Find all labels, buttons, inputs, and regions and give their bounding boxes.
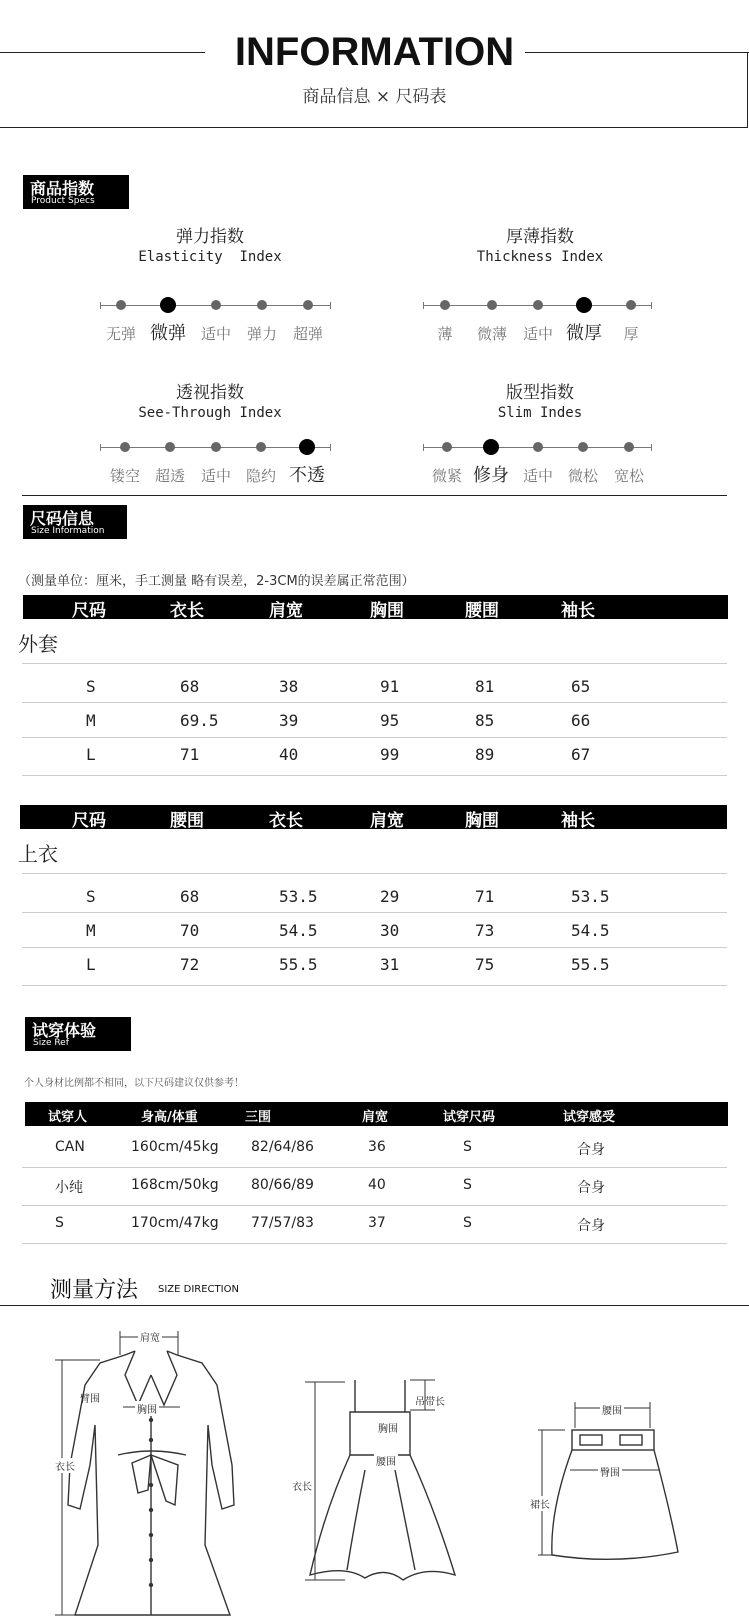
size-cell: 68 <box>180 887 200 906</box>
try-cell: S <box>463 1177 472 1193</box>
size-cell: 99 <box>380 745 400 764</box>
size-cell: 71 <box>180 745 200 764</box>
selected-dot <box>299 439 315 455</box>
level-label: 镂空 <box>109 467 140 485</box>
dress-waist-label: 腰围 <box>374 1453 398 1468</box>
try-cell: S <box>463 1215 472 1231</box>
index-title-cn: 版型指数 <box>506 383 574 403</box>
try-cell: 36 <box>368 1139 386 1155</box>
scale-tick <box>651 444 652 451</box>
measure-note: （测量单位：厘米，手工测量 略有误差，2-3CM的误差属正常范围） <box>18 574 415 589</box>
scale-tick <box>423 444 424 451</box>
selected-dot <box>160 297 176 313</box>
row-divider <box>22 947 727 948</box>
scale-dot <box>165 442 175 452</box>
size-cell: 75 <box>475 955 495 974</box>
header-cell: 试穿感受 <box>563 1110 616 1125</box>
header-cell: 袖长 <box>561 601 595 621</box>
header-cell: 肩宽 <box>362 1110 389 1125</box>
size-cell: 95 <box>380 711 400 730</box>
level-label: 适中 <box>200 325 231 343</box>
row-divider <box>22 985 727 986</box>
size-info-tag <box>23 505 127 539</box>
dress-chest-label: 胸围 <box>376 1420 400 1435</box>
try-cell: CAN <box>55 1139 85 1155</box>
row-divider <box>22 737 727 738</box>
try-cell: 40 <box>368 1177 386 1193</box>
size-cell: 54.5 <box>571 921 610 940</box>
size-ref-tag <box>25 1017 131 1051</box>
header-cell: 胸围 <box>370 601 404 621</box>
skirt-waist-label: 腰围 <box>600 1402 624 1417</box>
size-cell: 65 <box>571 677 591 696</box>
tag-cn: 尺码信息 <box>30 509 95 528</box>
try-cell: 合身 <box>577 1218 605 1234</box>
dress-strap-label: 吊带长 <box>415 1397 445 1408</box>
skirt-length-label: 裙长 <box>530 1496 550 1511</box>
index-title-en: See-Through Index <box>138 405 282 421</box>
coat-arm-label: 臂围 <box>80 1394 100 1405</box>
index-title-cn: 厚薄指数 <box>506 227 574 247</box>
level-label: 弹力 <box>246 325 277 343</box>
size-group-label: 上衣 <box>18 842 58 866</box>
size-cell: 55.5 <box>571 955 610 974</box>
size-cell: 54.5 <box>279 921 318 940</box>
row-divider <box>22 873 727 874</box>
header-cell: 肩宽 <box>370 811 404 831</box>
row-divider <box>22 1167 727 1168</box>
try-cell: 82/64/86 <box>251 1139 314 1155</box>
level-label: 宽松 <box>613 467 644 485</box>
level-label: 超透 <box>154 467 185 485</box>
try-cell: 170cm/47kg <box>131 1215 219 1231</box>
skirt-diagram <box>520 1390 680 1570</box>
level-label: 厚 <box>623 325 639 343</box>
try-cell: 合身 <box>577 1142 605 1158</box>
tag-cn: 试穿体验 <box>32 1021 97 1040</box>
index-title-cn: 弹力指数 <box>176 227 244 247</box>
tag-en: Size Information <box>31 526 105 536</box>
scale-dot <box>533 300 543 310</box>
size-cell: 73 <box>475 921 495 940</box>
size-cell: L <box>86 955 96 974</box>
scale-dot <box>578 442 588 452</box>
level-label: 薄 <box>437 325 453 343</box>
header-cell: 衣长 <box>269 811 303 831</box>
tag-en: Product Specs <box>31 196 95 206</box>
scale-dot <box>626 300 636 310</box>
size-cell: S <box>86 677 96 696</box>
size-cell: 29 <box>380 887 400 906</box>
level-label: 微紧 <box>431 467 462 485</box>
size-cell: 38 <box>279 677 299 696</box>
size-cell: 85 <box>475 711 495 730</box>
tag-cn: 商品指数 <box>30 179 95 198</box>
size-cell: 53.5 <box>571 887 610 906</box>
size-cell: 71 <box>475 887 495 906</box>
scale-dot <box>487 300 497 310</box>
try-cell: 77/57/83 <box>251 1215 314 1231</box>
level-label: 不透 <box>289 465 325 486</box>
scale-tick <box>651 302 652 309</box>
index-title-en: Slim Indes <box>497 405 583 421</box>
size-cell: M <box>86 921 96 940</box>
level-label: 微松 <box>567 467 598 485</box>
size-cell: L <box>86 745 96 764</box>
size-cell: M <box>86 711 96 730</box>
row-divider <box>22 702 727 703</box>
header-cell: 试穿人 <box>48 1110 88 1125</box>
dress-length-label: 衣长 <box>292 1478 312 1493</box>
scale-dot <box>624 442 634 452</box>
level-label: 适中 <box>522 467 553 485</box>
scale-tick <box>330 302 331 309</box>
header-cell: 三围 <box>245 1110 272 1125</box>
row-divider <box>22 663 727 664</box>
size-cell: 39 <box>279 711 299 730</box>
size-cell: 55.5 <box>279 955 318 974</box>
level-label: 无弹 <box>105 325 136 343</box>
try-cell: 80/66/89 <box>251 1177 314 1193</box>
direction-title: 测量方法 <box>50 1278 139 1303</box>
header-cell: 尺码 <box>72 601 106 621</box>
try-cell: S <box>55 1215 64 1231</box>
size-cell: 72 <box>180 955 200 974</box>
coat-chest-label: 胸围 <box>135 1401 159 1416</box>
size-cell: S <box>86 887 96 906</box>
level-label: 修身 <box>473 465 509 486</box>
product-specs-tag <box>23 175 129 209</box>
level-label: 超弹 <box>292 325 323 343</box>
try-cell: 合身 <box>577 1180 605 1196</box>
header-cell: 肩宽 <box>269 601 303 621</box>
tag-en: Size Ref <box>33 1038 69 1048</box>
try-cell: 168cm/50kg <box>131 1177 219 1193</box>
scale-tick <box>330 444 331 451</box>
size-cell: 81 <box>475 677 495 696</box>
size-ref-header <box>25 1102 728 1126</box>
skirt-hip-label: 臀围 <box>598 1464 622 1479</box>
try-cell: 小纯 <box>55 1180 83 1196</box>
size-cell: 30 <box>380 921 400 940</box>
index-title-en: Thickness Index <box>476 249 604 265</box>
try-cell: 160cm/45kg <box>131 1139 219 1155</box>
scale-dot <box>116 300 126 310</box>
size-ref-note: 个人身材比例都不相同，以下尺码建议仅供参考！ <box>24 1078 244 1089</box>
header-cell: 袖长 <box>561 811 595 831</box>
level-label: 适中 <box>200 467 231 485</box>
row-divider <box>22 1205 727 1206</box>
scale-dot <box>211 300 221 310</box>
size-cell: 53.5 <box>279 887 318 906</box>
level-label: 微薄 <box>476 325 507 343</box>
header-cell: 身高/体重 <box>141 1110 198 1125</box>
header-cell: 尺码 <box>72 811 106 831</box>
size-cell: 67 <box>571 745 591 764</box>
coat-shoulder-label: 肩宽 <box>138 1329 162 1344</box>
scale-dot <box>303 300 313 310</box>
size-cell: 31 <box>380 955 400 974</box>
level-label: 隐约 <box>245 467 276 485</box>
try-cell: S <box>463 1139 472 1155</box>
size-cell: 66 <box>571 711 591 730</box>
scale-tick <box>423 302 424 309</box>
scale-dot <box>211 442 221 452</box>
level-label: 微弹 <box>150 323 186 344</box>
scale-tick <box>100 302 101 309</box>
index-title-cn: 透视指数 <box>176 383 244 403</box>
size-cell: 68 <box>180 677 200 696</box>
header-cell: 试穿尺码 <box>443 1110 496 1125</box>
header-cell: 衣长 <box>170 601 204 621</box>
level-label: 微厚 <box>566 323 602 344</box>
direction-title-en: SIZE DIRECTION <box>158 1284 239 1295</box>
try-cell: 37 <box>368 1215 386 1231</box>
scale-dot <box>257 300 267 310</box>
scale-dot <box>442 442 452 452</box>
size-cell: 40 <box>279 745 299 764</box>
row-divider <box>22 912 727 913</box>
selected-dot <box>483 439 499 455</box>
scale-dot <box>256 442 266 452</box>
row-divider <box>22 775 727 776</box>
size-table-header <box>23 595 728 619</box>
level-label: 适中 <box>522 325 553 343</box>
header-cell: 胸围 <box>465 811 499 831</box>
coat-length-label: 衣长 <box>55 1458 75 1473</box>
size-group-label: 外套 <box>18 632 58 656</box>
scale-dot <box>120 442 130 452</box>
header-cell: 腰围 <box>465 601 499 621</box>
size-cell: 89 <box>475 745 495 764</box>
scale-dot <box>533 442 543 452</box>
selected-dot <box>576 297 592 313</box>
size-cell: 70 <box>180 921 200 940</box>
scale-dot <box>440 300 450 310</box>
page-subtitle: 商品信息 × 尺码表 <box>302 87 447 107</box>
header-cell: 腰围 <box>170 811 204 831</box>
index-title-en: Elasticity Index <box>138 249 282 265</box>
size-cell: 91 <box>380 677 400 696</box>
size-cell: 69.5 <box>180 711 219 730</box>
scale-tick <box>100 444 101 451</box>
size-table-header <box>20 805 727 829</box>
page-title: INFORMATION <box>234 30 515 74</box>
row-divider <box>22 1243 727 1244</box>
